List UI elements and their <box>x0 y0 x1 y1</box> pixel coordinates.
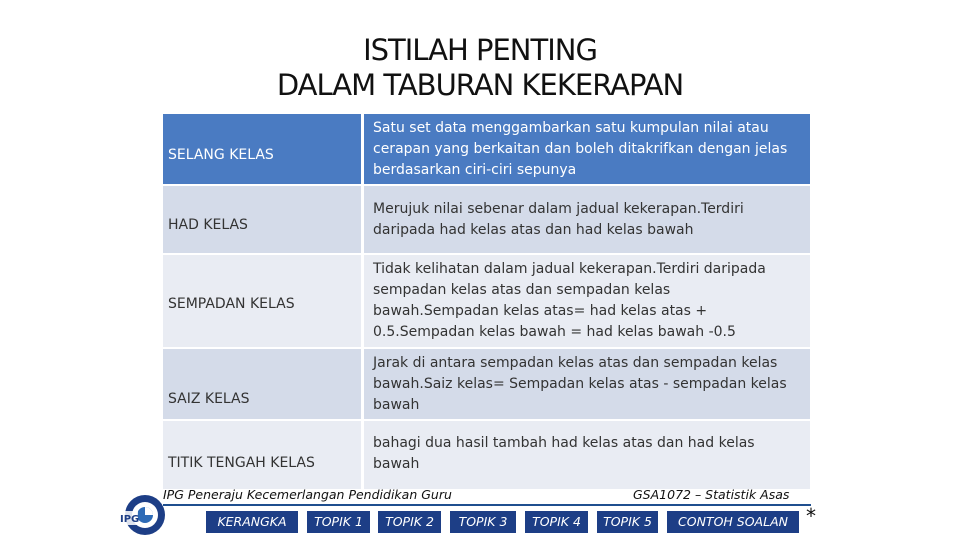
definition-cell: bahagi dua hasil tambah had kelas atas dan had kelas bawah <box>364 421 810 489</box>
table-row <box>163 255 810 347</box>
definition-cell: Merujuk nilai sebenar dalam jadual kekerapan.Terdiri daripada had kelas atas dan had kelas bawah <box>364 186 810 253</box>
nav-button-label: TOPIK 3 <box>458 514 508 529</box>
table-row <box>163 349 810 419</box>
nav-contoh-soalan-button[interactable] <box>667 511 799 533</box>
nav-topik-3-button[interactable] <box>450 511 516 533</box>
slide-title-line-2: DALAM TABURAN KEKERAPAN <box>276 68 684 102</box>
nav-button-label: TOPIK 1 <box>314 514 363 529</box>
svg-text:IPG: IPG <box>120 514 140 525</box>
nav-button-label: TOPIK 4 <box>532 514 581 529</box>
nav-button-label: TOPIK 2 <box>385 514 434 529</box>
table-row <box>163 421 810 489</box>
definition-cell: Tidak kelihatan dalam jadual kekerapan.Terdiri daripada sempadan kelas atas dan sempadan kelas bawah.Sempadan kelas atas= had kelas atas + 0.5.Sempadan kelas bawah = had kelas bawah -0.5 <box>364 255 810 347</box>
nav-topik-1-button[interactable] <box>307 511 370 533</box>
term-cell: HAD KELAS <box>163 186 361 253</box>
table-row <box>163 186 810 253</box>
nav-topik-4-button[interactable] <box>525 511 588 533</box>
nav-topik-5-button[interactable] <box>597 511 658 533</box>
term-cell: TITIK TENGAH KELAS <box>163 421 361 489</box>
nav-kerangka-button[interactable] <box>206 511 298 533</box>
term-cell: SELANG KELAS <box>163 114 361 184</box>
nav-button-label: KERANGKA <box>217 514 287 529</box>
table-row <box>163 114 810 184</box>
definition-cell: Satu set data menggambarkan satu kumpulan nilai atau cerapan yang berkaitan dan boleh ditakrifkan dengan jelas berdasarkan ciri-ciri sepunya <box>364 114 810 184</box>
nav-button-label: TOPIK 5 <box>603 514 652 529</box>
slide-title-line-1: ISTILAH PENTING <box>363 33 597 67</box>
term-cell: SEMPADAN KELAS <box>163 255 361 347</box>
footer-divider <box>163 504 811 506</box>
ipg-logo-icon <box>118 491 166 540</box>
term-cell: SAIZ KELAS <box>163 349 361 419</box>
slide-star-marker: * <box>806 504 816 528</box>
nav-button-label: CONTOH SOALAN <box>678 514 788 529</box>
definition-cell: Jarak di antara sempadan kelas atas dan sempadan kelas bawah.Saiz kelas= Sempadan kelas atas - sempadan kelas bawah <box>364 349 810 419</box>
nav-topik-2-button[interactable] <box>378 511 441 533</box>
footer-course-text: GSA1072 – Statistik Asas <box>633 487 790 502</box>
footer-institution-text: IPG Peneraju Kecemerlangan Pendidikan Guru <box>163 487 452 502</box>
